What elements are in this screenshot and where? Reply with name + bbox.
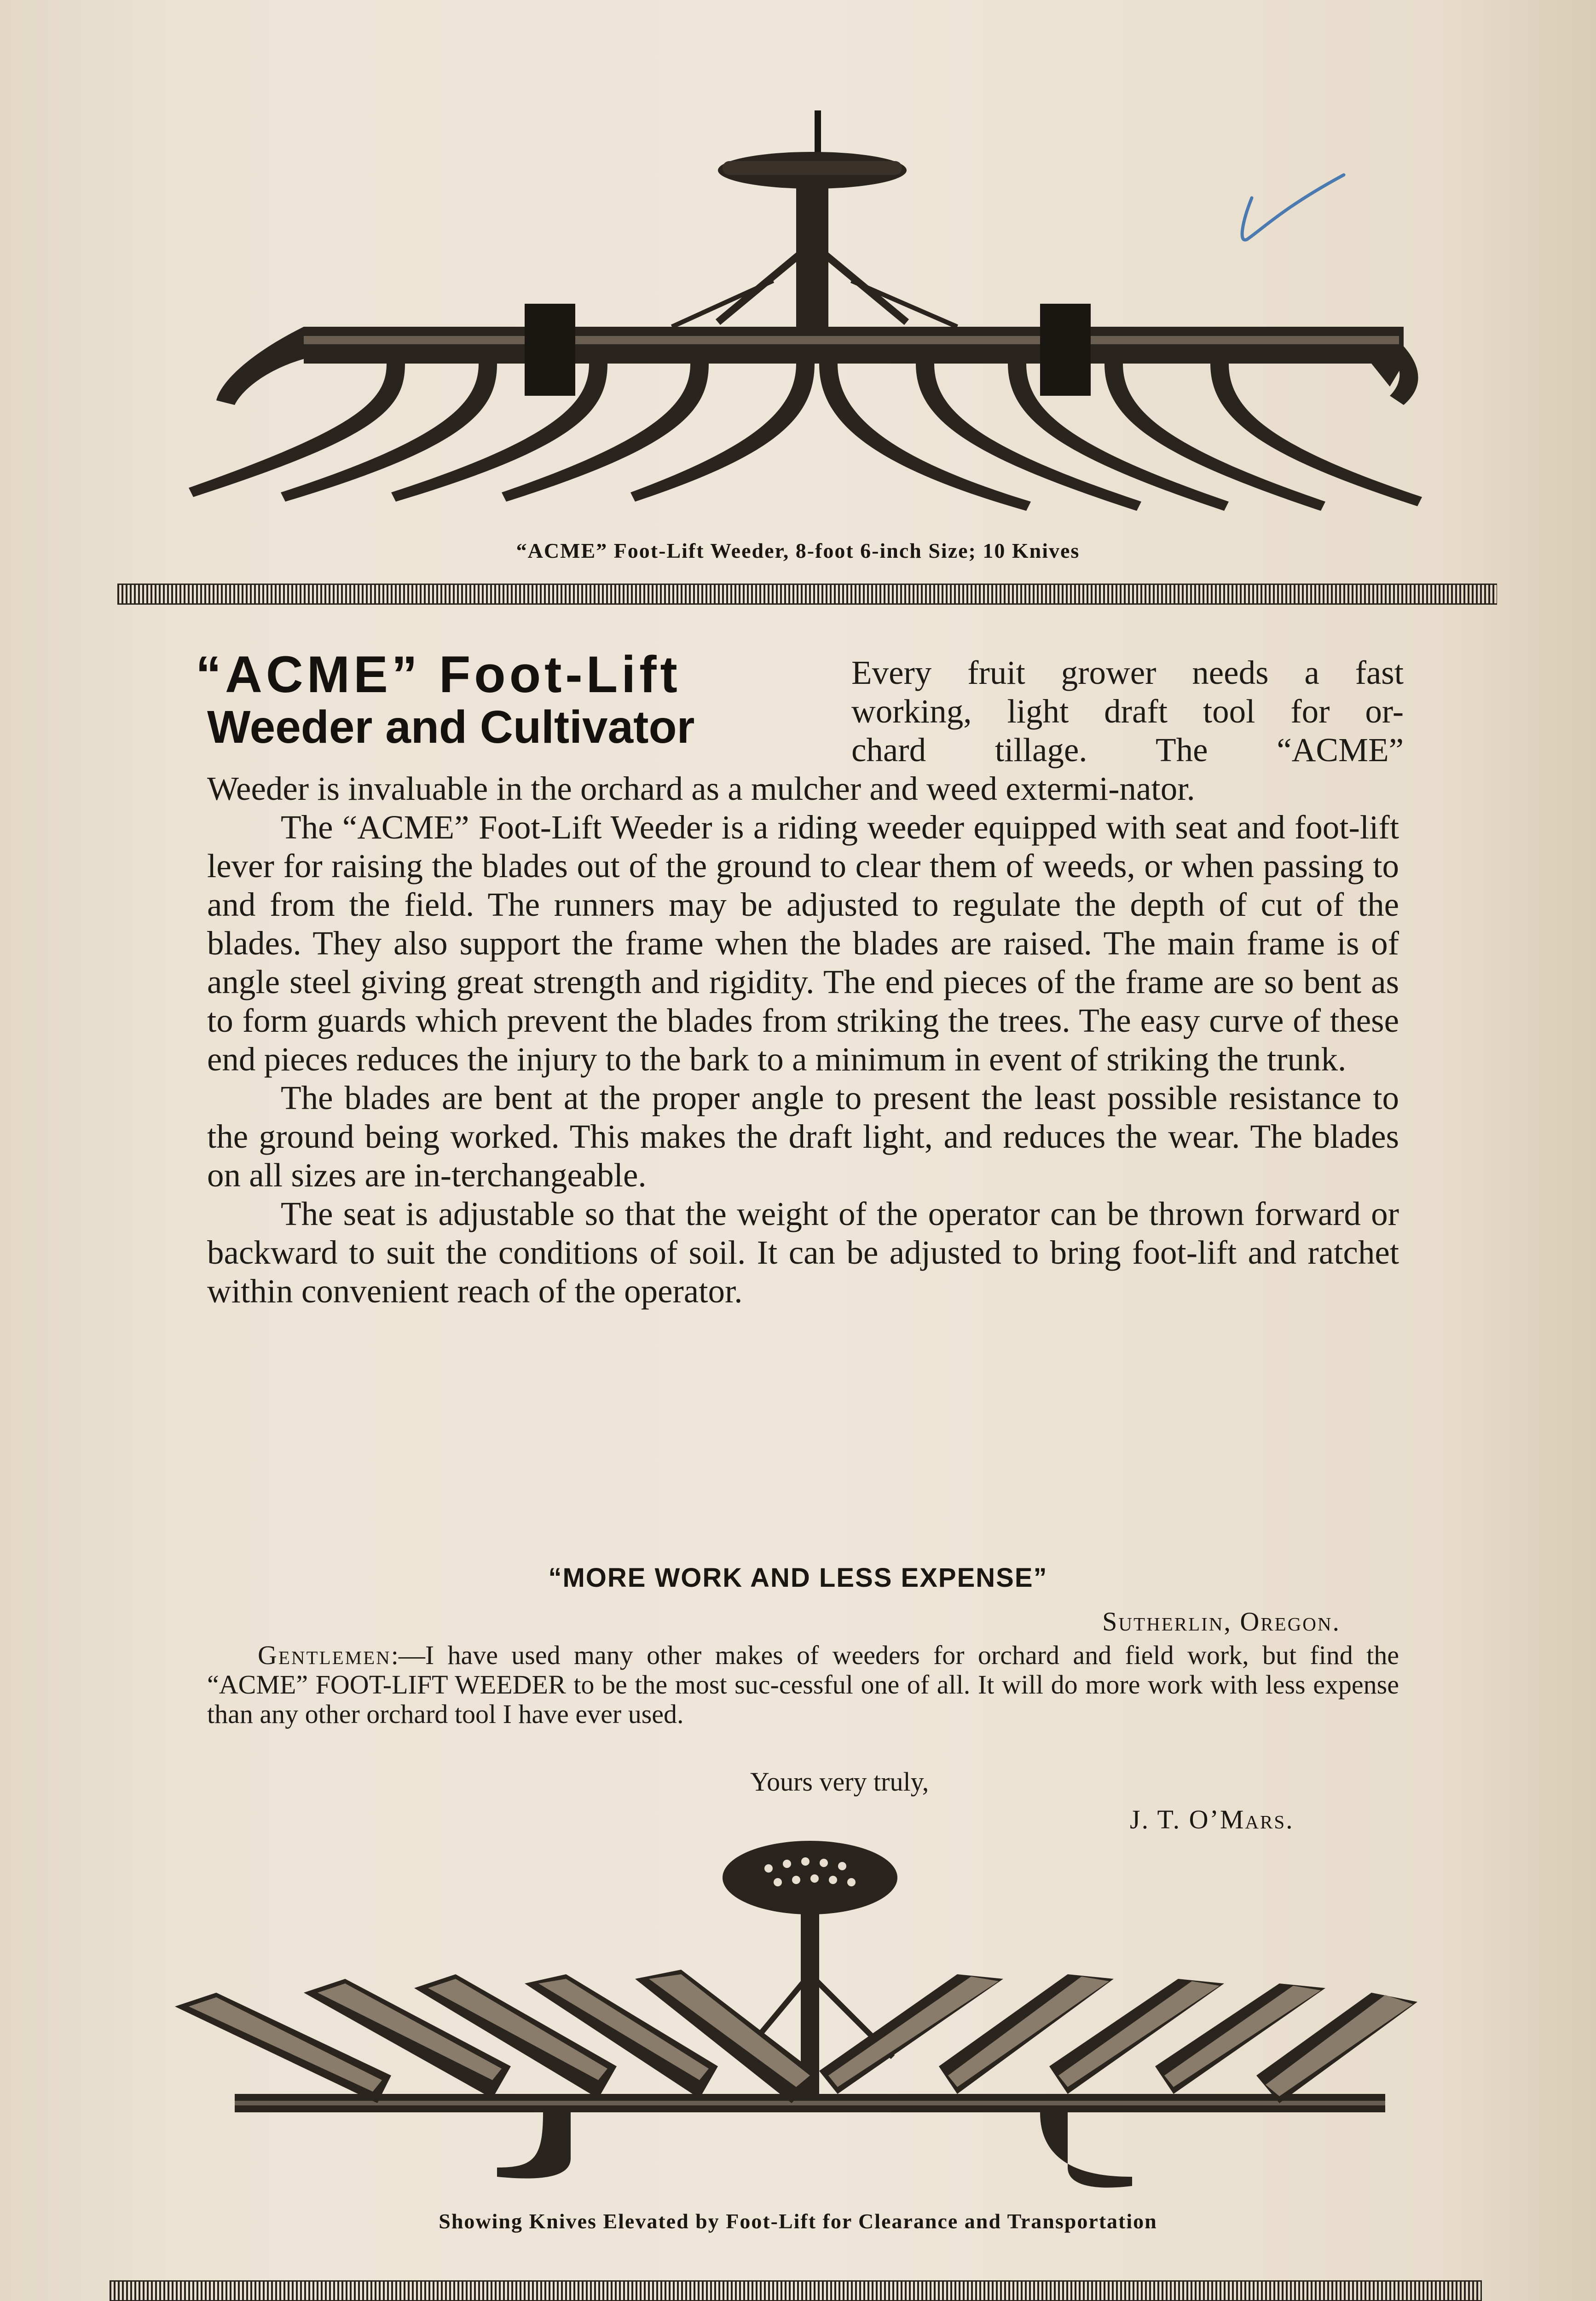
- heading-line1: “ACME” Foot-Lift: [196, 646, 681, 703]
- bottom-decorative-rule: [110, 2280, 1482, 2301]
- main-body-text: [207, 769, 1399, 1311]
- intro-right-line: chard tillage. The “ACME”: [851, 731, 1404, 769]
- intro-continued-paragraph: Weeder is invaluable in the orchard as a mulcher and weed extermi-nator.: [207, 770, 1195, 807]
- bottom-illustration-caption: Showing Knives Elevated by Foot-Lift for Clearance and Transportation: [439, 2209, 1157, 2233]
- testimonial-slogan: “MORE WORK AND LESS EXPENSE”: [548, 1563, 1048, 1593]
- heading-line2: Weeder and Cultivator: [207, 701, 695, 753]
- body-paragraph: The seat is adjustable so that the weight of the operator can be thrown forward or backward to suit the conditions of soil. It can be adjusted to bring foot-lift and ratchet within convenient reach of the operator.: [207, 1195, 1399, 1310]
- intro-right-line: Every fruit grower needs a fast: [851, 654, 1404, 691]
- top-illustration-caption: “ACME” Foot-Lift Weeder, 8-foot 6-inch Size; 10 Knives: [516, 539, 1080, 562]
- testimonial-signature: J. T. O’Mars.: [1130, 1804, 1294, 1834]
- intro-right-line: working, light draft tool for or-: [851, 693, 1404, 730]
- body-paragraph: The “ACME” Foot-Lift Weeder is a riding weeder equipped with seat and foot-lift lever for raising the blades out of the ground to clear them of weeds, or when passing to and from the field. The runners may be adjusted to regulate the depth of cut of the blades. They also support the frame when the blades are raised. The main frame is of angle steel giving great strength and rigidity. The end pieces of the frame are so bent as to form guards which prevent the blades from striking the trees. The easy curve of these end pieces reduces the injury to the bark to a minimum in event of striking the trunk.: [207, 809, 1399, 1078]
- testimonial-salutation: Gentlemen: [258, 1640, 391, 1670]
- top-decorative-rule: [117, 584, 1497, 605]
- testimonial-location: Sutherlin, Oregon.: [1102, 1607, 1341, 1636]
- body-paragraph: The blades are bent at the proper angle to present the least possible resistance to the ground being worked. This makes the draft light, and reduces the wear. The blades on all sizes are in-terchangeable.: [207, 1079, 1399, 1194]
- testimonial-text: :—I have used many other makes of weeders for orchard and field work, but find the “ACME” FOOT-LIFT WEEDER to be the most suc-cessful one of all. It will do more work with less expense than any other orchard tool I have ever used.: [207, 1640, 1399, 1729]
- foot-lift-weeder-illustration-icon: [184, 106, 1427, 520]
- testimonial-closing: Yours very truly,: [750, 1767, 929, 1797]
- testimonial-body: [207, 1641, 1399, 1729]
- intro-right-column: [851, 653, 1404, 769]
- knives-elevated-weeder-illustration-icon: [175, 1836, 1417, 2204]
